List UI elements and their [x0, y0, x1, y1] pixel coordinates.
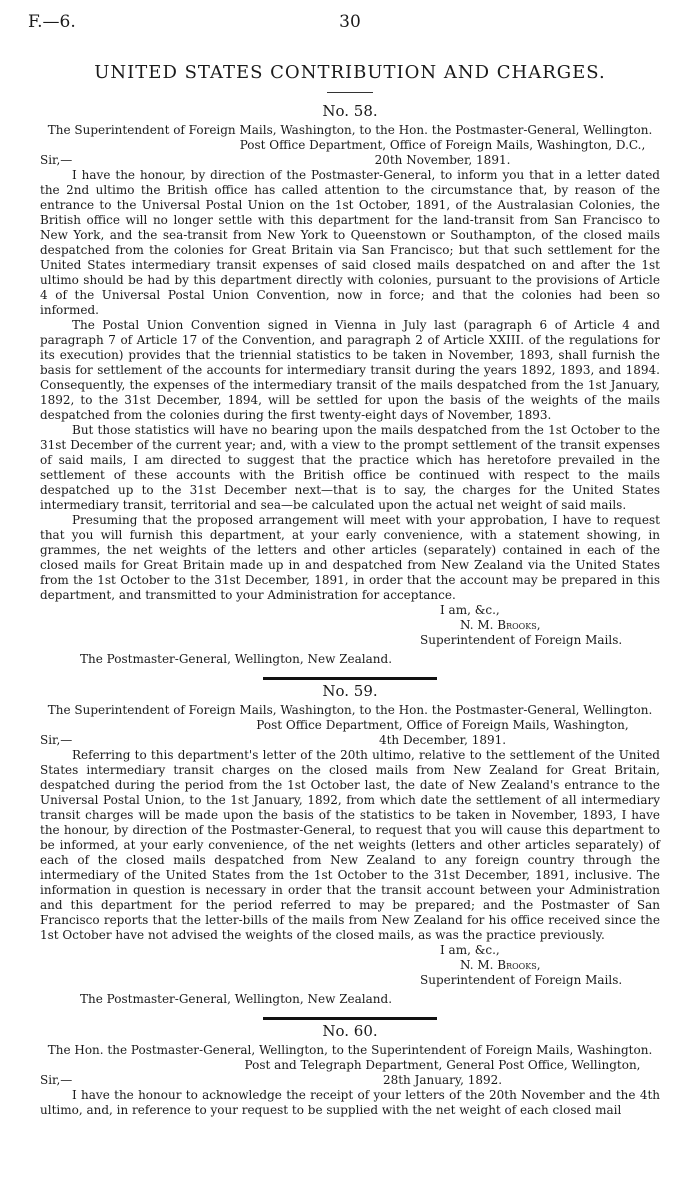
signature-block	[40, 943, 660, 988]
signer-title: Superintendent of Foreign Mails.	[420, 633, 623, 647]
address-line-2: 28th January, 1892.	[382, 1073, 503, 1087]
title-rule	[327, 92, 373, 93]
address-line-2: 20th November, 1891.	[374, 153, 511, 167]
closing: I am, &c.,	[440, 943, 500, 957]
paragraph: I have the honour to acknowledge the receipt of your letters of the 20th November and the 4th ultimo, and, in reference to your request to be supplied with the net weight of each closed mail	[40, 1088, 660, 1117]
addressee: The Postmaster-General, Wellington, New Zealand.	[80, 992, 393, 1006]
letter-body	[40, 748, 660, 943]
signer-name: N. M. Brooks,	[460, 958, 541, 972]
letter-body	[40, 1088, 660, 1118]
section-divider	[263, 677, 437, 680]
closing: I am, &c.,	[440, 603, 500, 617]
signer-title: Superintendent of Foreign Mails.	[420, 973, 623, 987]
salutation: Sir,—	[40, 733, 73, 747]
letter-number: No. 60.	[322, 1022, 378, 1040]
section-title: UNITED STATES CONTRIBUTION AND CHARGES.	[94, 62, 606, 83]
salutation: Sir,—	[40, 153, 73, 167]
letter-lead: The Superintendent of Foreign Mails, Washington, to the Hon. the Postmaster-General, Wellington.	[47, 703, 653, 717]
address-line-1: Post Office Department, Office of Foreign Mails, Washington, D.C.,	[239, 138, 646, 152]
letter-60	[40, 1024, 660, 1118]
letter-body	[40, 168, 660, 603]
paragraph: I have the honour, by direction of the Postmaster-General, to inform you that in a letter dated the 2nd ultimo the British office has called attention to the circumstance that, by reason of the entrance to the Universal Postal Union on the 1st October, 1891, of the Australasian Colonies, the British office will no longer settle with this department for the land-transit from San Francisco to New York, and the sea-transit from New York to Queenstown or Southampton, of the closed mails despatched from the colonies for Great Britain via San Francisco; but that such settlement for the United States intermediary transit expenses of said closed mails despatched on and after the 1st ultimo should be had by this department directly with colonies, pursuant to the provisions of Article 4 of the Universal Postal Union Convention, now in force; and that the colonies had been so informed.	[40, 168, 660, 317]
letter-number: No. 59.	[322, 682, 378, 700]
paragraph: But those statistics will have no bearing upon the mails despatched from the 1st October to the 31st December of the current year; and, with a view to the prompt settlement of the transit expenses of said mails, I am directed to suggest that the practice which has heretofore prevailed in the settlement of these accounts with the British office be continued with respect to the mails despatched up to the 31st December next—that is to say, the charges for the United States intermediary transit, territorial and sea—be calculated upon the actual net weight of said mails.	[40, 423, 660, 512]
letter-lead: The Hon. the Postmaster-General, Wellington, to the Superintendent of Foreign Mails, Washington.	[47, 1043, 653, 1057]
addressee: The Postmaster-General, Wellington, New Zealand.	[80, 652, 393, 666]
address-line-2: 4th December, 1891.	[378, 733, 507, 747]
address-line-1: Post and Telegraph Department, General Post Office, Wellington,	[244, 1058, 641, 1072]
page-number: 30	[339, 12, 361, 32]
salutation: Sir,—	[40, 1073, 73, 1087]
section-divider	[263, 1017, 437, 1020]
letter-lead: The Superintendent of Foreign Mails, Washington, to the Hon. the Postmaster-General, Wellington.	[47, 123, 653, 137]
signature-block	[40, 603, 660, 648]
letter-59	[40, 684, 660, 1007]
paragraph: Presuming that the proposed arrangement will meet with your approbation, I have to request that you will furnish this department, at your early convenience, with a statement showing, in grammes, the net weights of the letters and other articles (separately) contained in each of the closed mails for Great Britain made up in and despatched from New Zealand via the United States from the 1st October to the 31st December, 1891, in order that the account may be prepared in this department, and transmitted to your Administration for acceptance.	[40, 513, 660, 602]
signer-name: N. M. Brooks,	[460, 618, 541, 632]
paragraph: The Postal Union Convention signed in Vienna in July last (paragraph 6 of Article 4 and paragraph 7 of Article 17 of the Convention, and paragraph 2 of Article XXIII. of the regulations for its execution) provides that the triennial statistics to be taken in November, 1893, shall furnish the basis for settlement of the accounts for intermediary transit during the years 1892, 1893, and 1894. Consequently, the expenses of the intermediary transit of the mails despatched from the 1st January, 1892, to the 31st December, 1894, will be settled for upon the basis of the weights of the mails despatched from the colonies during the first twenty-eight days of November, 1893.	[40, 318, 660, 422]
letter-number: No. 58.	[322, 102, 378, 120]
address-line-1: Post Office Department, Office of Foreign Mails, Washington,	[256, 718, 629, 732]
paragraph: Referring to this department's letter of the 20th ultimo, relative to the settlement of the United States intermediary transit charges on the closed mails from New Zealand for Great Britain, despatched during the period from the 1st October last, the date of New Zealand's entrance to the Universal Postal Union, to the 1st January, 1892, from which date the settlement of all intermediary transit charges will be made upon the basis of the statistics to be taken in November, 1893, I have the honour, by direction of the Postmaster-General, to request that you will cause this department to be informed, at your early convenience, of the net weights (letters and other articles separately) of each of the closed mails despatched from New Zealand to any foreign country through the intermediary of the United States from the 1st October to the 31st December, 1891, inclusive. The information in question is necessary in order that the transit account between your Administration and this department for the period referred to may be prepared; and the Postmaster of San Francisco reports that the letter-bills of the mails from New Zealand for his office received since the 1st October have not advised the weights of the closed mails, as was the practice previously.	[40, 748, 660, 942]
letter-58	[40, 104, 660, 667]
page-header	[28, 12, 672, 38]
document-code: F.—6.	[28, 12, 76, 32]
